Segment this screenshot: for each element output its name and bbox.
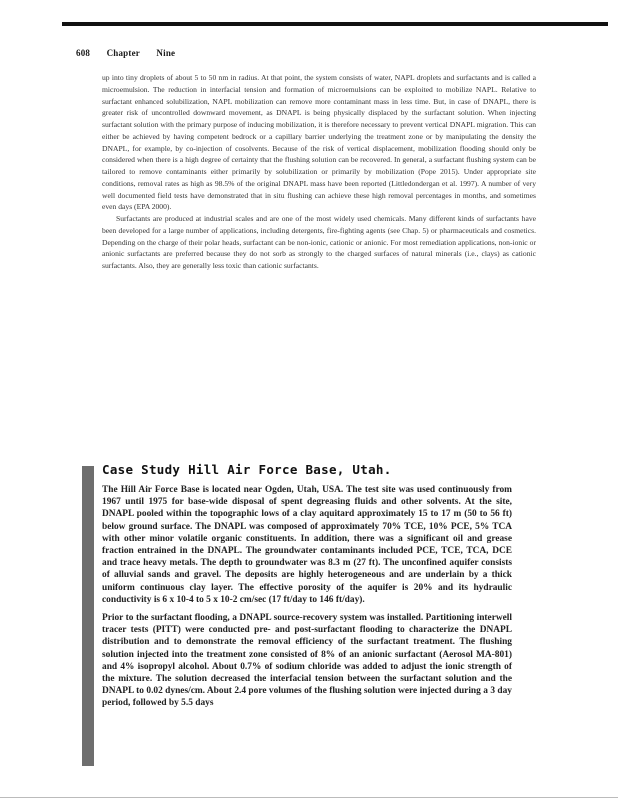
case-study-text	[102, 484, 512, 716]
body-paragraph-2: Surfactants are produced at industrial scales and are one of the most widely used chemicals. Many different kinds of surfactants have been developed for a large number of applications, including detergents, fire-fighting agents (see Chap. 5) or pharmaceuticals and cosmetics. Depending on the charge of their polar heads, surfactant can be non-ionic, cationic or anionic. For most remediation applications, non-ionic or anionic surfactants are preferred because they do not sorb as strongly to the charged surfaces of natural minerals (i.e., clays) as cationic surfactants. Also, they are generally less toxic than cationic surfactants.	[102, 214, 536, 270]
case-study-paragraph-1: The Hill Air Force Base is located near Ogden, Utah, USA. The test site was used continuously from 1967 until 1975 for base-wide disposal of spent degreasing fluids and other solvents. At the site, DNAPL pooled within the topographic lows of a clay aquitard approximately 15 to 17 m (50 to 56 ft) below ground surface. The DNAPL was composed of approximately 70% TCE, 10% PCE, 5% TCA with other minor volatile organic constituents. In addition, there was a significant oil and grease fraction entrained in the DNAPL. The groundwater contaminants included PCE, TCE, TCA, DCE and trace heavy metals. The depth to groundwater was 8.3 m (27 ft). The unconfined aquifer consists of alluvial sands and gravel. The deposits are highly heterogeneous and are underlain by a thick uniform continuous clay layer. The effective porosity of the aquifer is 20% and its hydraulic conductivity is 6 x 10-4 to 5 x 10-2 cm/sec (17 ft/day to 146 ft/day).	[102, 485, 512, 605]
case-study-title: Case Study Hill Air Force Base, Utah.	[102, 462, 392, 477]
case-study-sidebar-bar	[82, 466, 94, 766]
page-header	[76, 48, 189, 58]
chapter-label: Chapter	[106, 48, 140, 58]
case-study-paragraph-2: Prior to the surfactant flooding, a DNAPL source-recovery system was installed. Partitioning interwell tracer tests (PITT) were conducted pre- and post-surfactant flooding to characterize the DNAPL distribution and to demonstrate the removal efficiency of the surfactant treatment. The flushing solution injected into the treatment zone consisted of 8% of an anionic surfactant (Aerosol MA-801) and 4% isopropyl alcohol. About 0.7% of sodium chloride was added to adjust the ionic strength of the mixture. The solution decreased the interfacial tension between the surfactant solution and the DNAPL to 0.02 dynes/cm. About 2.4 pore volumes of the flushing solution were injected during a 3 day period, followed by 5.5 days	[102, 613, 512, 709]
top-rule	[62, 22, 608, 26]
chapter-name: Nine	[156, 48, 176, 58]
bottom-rule	[0, 797, 618, 798]
page-number: 608	[76, 48, 91, 58]
body-text	[102, 72, 536, 272]
body-paragraph-1: up into tiny droplets of about 5 to 50 nm in radius. At that point, the system consists of water, NAPL droplets and surfactants and is called a microemulsion. The reduction in interfacial tension and formation of microemulsions can be exploited to mobilize NAPL. Relative to surfactant enhanced solubilization, NAPL mobilization can remove more contaminant mass in less time. But, in case of DNAPL, there is greater risk of uncontrolled downward movement, as DNAPL is being physically displaced by the surfactant solution. When injecting surfactant solution with the primary purpose of inducing mobilization, it is therefore necessary to prevent vertical DNAPL migration. This can either be achieved by having competent bedrock or a capillary barrier underlying the treatment zone or by manipulating the density the DNAPL, for example, by co-injection of cosolvents. Because of the risk of vertical displacement, mobilization flooding should only be considered when there is a high degree of certainty that the flushing solution can be recovered. In general, a surfactant flushing system can be tailored to remove contaminants either primarily by solubilization or primarily by mobilization (Pope 2015). Under appropriate site conditions, removal rates as high as 98.5% of the original DNAPL mass have been reported (Littledondergan et al. 1997). A number of very well documented field tests have demonstrated that in situ flushing can achieve these high removal percentages in months, and sometimes even days (EPA 2000).	[102, 73, 536, 212]
